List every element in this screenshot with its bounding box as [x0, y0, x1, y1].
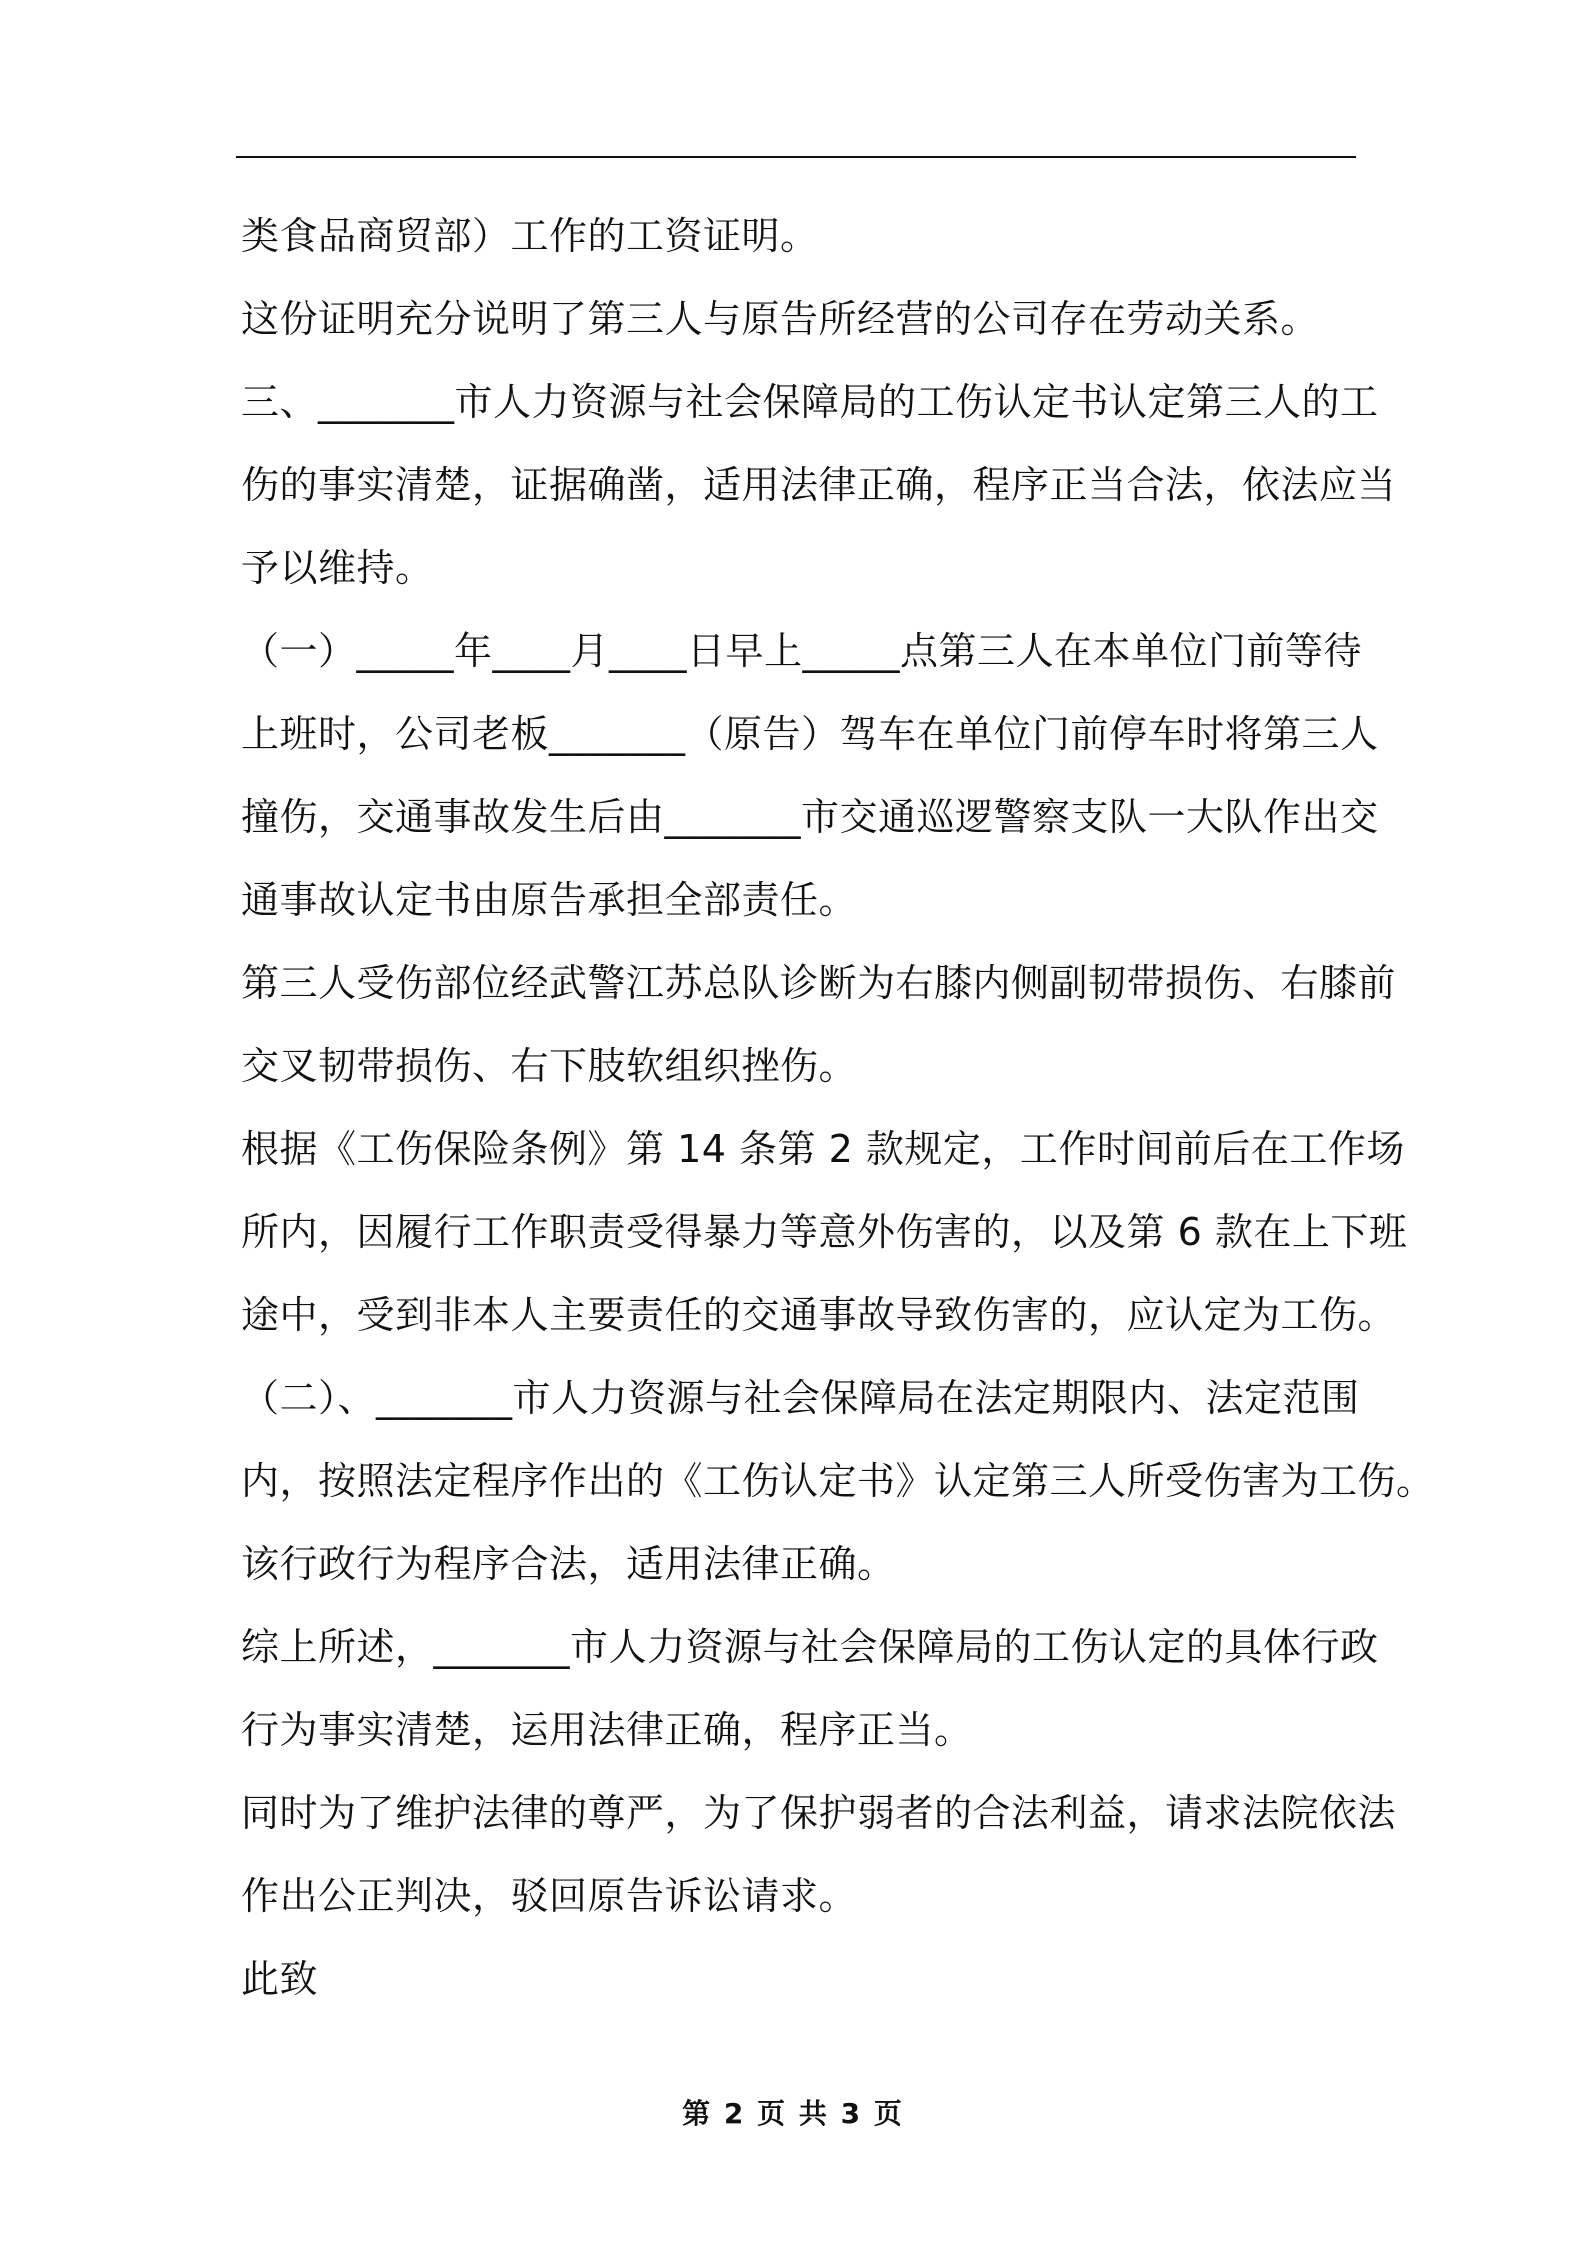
text-line: 类食品商贸部）工作的工资证明。	[241, 214, 819, 258]
text-line: 撞伤，交通事故发生后由_______市交通巡逻警察支队一大队作出交	[241, 795, 1379, 839]
text-line: 途中，受到非本人主要责任的交通事故导致伤害的，应认定为工伤。	[241, 1293, 1397, 1337]
text-line: 上班时，公司老板_______（原告）驾车在单位门前停车时将第三人	[241, 712, 1379, 756]
header-rule	[236, 156, 1356, 158]
text-line: 这份证明充分说明了第三人与原告所经营的公司存在劳动关系。	[241, 297, 1320, 341]
text-line: 伤的事实清楚，证据确凿，适用法律正确，程序正当合法，依法应当	[241, 463, 1397, 507]
text-line: （二）、_______市人力资源与社会保障局在法定期限内、法定范围	[241, 1376, 1360, 1420]
text-line: 予以维持。	[241, 546, 434, 590]
text-line: （一）_____年____月____日早上_____点第三人在本单位门前等待	[241, 629, 1363, 673]
page-number-footer: 第 2 页 共 3 页	[682, 2097, 904, 2130]
text-line: 该行政行为程序合法，适用法律正确。	[241, 1542, 896, 1586]
text-line: 第三人受伤部位经武警江苏总队诊断为右膝内侧副韧带损伤、右膝前	[241, 961, 1397, 1005]
text-line: 所内，因履行工作职责受得暴力等意外伤害的，以及第 6 款在上下班	[241, 1210, 1408, 1254]
document-body	[241, 195, 1435, 2021]
text-line: 此致	[241, 1957, 319, 2001]
text-line: 同时为了维护法律的尊严，为了保护弱者的合法利益，请求法院依法	[241, 1791, 1397, 1835]
text-line: 三、_______市人力资源与社会保障局的工伤认定书认定第三人的工	[241, 380, 1379, 424]
text-line: 根据《工伤保险条例》第 14 条第 2 款规定，工作时间前后在工作场	[241, 1127, 1405, 1171]
text-line: 综上所述，_______市人力资源与社会保障局的工伤认定的具体行政	[241, 1625, 1379, 1669]
text-line: 通事故认定书由原告承担全部责任。	[241, 878, 858, 922]
text-line: 交叉韧带损伤、右下肢软组织挫伤。	[241, 1044, 858, 1088]
text-line: 内，按照法定程序作出的《工伤认定书》认定第三人所受伤害为工伤。	[241, 1459, 1435, 1503]
text-line: 行为事实清楚，运用法律正确，程序正当。	[241, 1708, 973, 1752]
text-line: 作出公正判决，驳回原告诉讼请求。	[241, 1874, 858, 1918]
